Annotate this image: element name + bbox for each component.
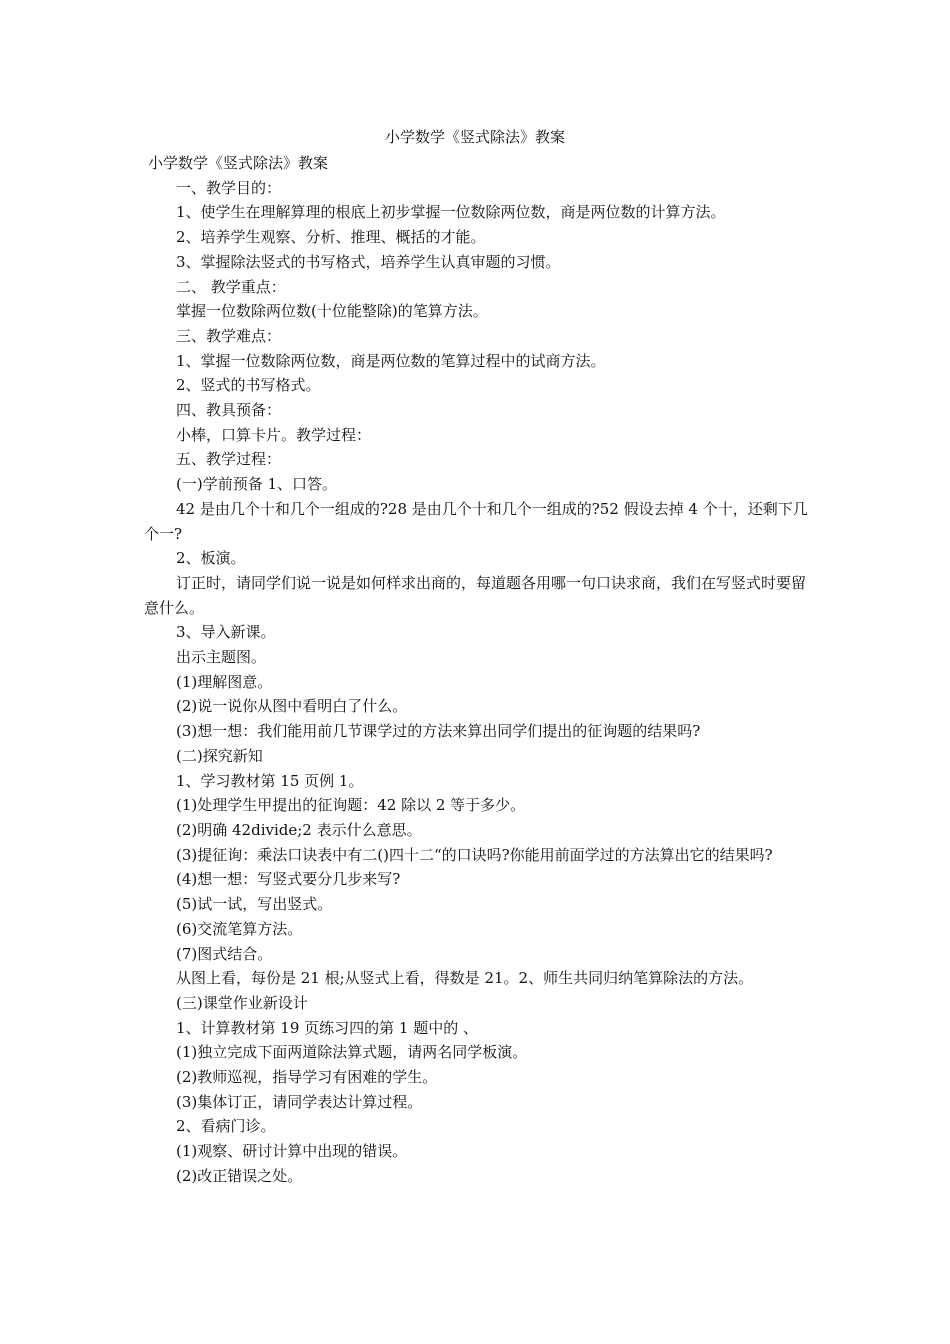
- paragraph: (3)集体订正，请同学表达计算过程。: [176, 1092, 423, 1111]
- paragraph: (一)学前预备 1、口答。: [176, 475, 338, 494]
- paragraph: (2)说一说你从图中看明白了什么。: [176, 697, 408, 716]
- paragraph: 1、学习教材第 15 页例 1。: [176, 771, 364, 790]
- paragraph: (6)交流笔算方法。: [176, 919, 303, 938]
- section-heading: 三、教学难点：: [176, 326, 282, 345]
- paragraph: (3)提征询：乘法口诀表中有二()四十二“的口诀吗?你能用前面学过的方法算出它的结果吗?: [176, 845, 773, 864]
- paragraph: 2、竖式的书写格式。: [176, 376, 321, 395]
- paragraph: (1)理解图意。: [176, 672, 273, 691]
- paragraph: (5)试一试，写出竖式。: [176, 895, 333, 914]
- paragraph: (1)观察、研讨计算中出现的错误。: [176, 1142, 408, 1161]
- paragraph: 1、计算教材第 19 页练习四的第 1 题中的 、: [176, 1018, 479, 1037]
- paragraph: 2、看病门诊。: [176, 1117, 276, 1136]
- paragraph: (7)图式结合。: [176, 944, 273, 963]
- paragraph: 3、掌握除法竖式的书写格式，培养学生认真审题的习惯。: [176, 252, 561, 271]
- paragraph: (1)处理学生甲提出的征询题：42 除以 2 等于多少。: [176, 796, 526, 815]
- document-body: [144, 151, 808, 1189]
- paragraph: (3)想一想：我们能用前几节课学过的方法来算出同学们提出的征询题的结果吗?: [176, 722, 701, 741]
- paragraph: (4)想一想：写竖式要分几步来写?: [176, 870, 401, 889]
- section-heading: 四、教具预备：: [176, 401, 282, 420]
- section-heading: 一、教学目的：: [176, 178, 282, 197]
- section-heading: (二)探究新知: [176, 746, 263, 765]
- paragraph: 1、使学生在理解算理的根底上初步掌握一位数除两位数，商是两位数的计算方法。: [176, 203, 726, 222]
- section-heading: 五、教学过程：: [176, 450, 282, 469]
- paragraph: 订正时，请同学们说一说是如何样求出商的，每道题各用哪一句口诀求商，我们在写竖式时要留意什么。: [144, 573, 807, 617]
- paragraph: 2、培养学生观察、分析、推理、概括的才能。: [176, 228, 486, 247]
- paragraph: 从图上看，每份是 21 根;从竖式上看，得数是 21。2、师生共同归纳笔算除法的方法。: [176, 969, 754, 988]
- paragraph: (1)独立完成下面两道除法算式题，请两名同学板演。: [176, 1043, 528, 1062]
- paragraph: 42 是由几个十和几个一组成的?28 是由几个十和几个一组成的?52 假设去掉 4 个十，还剩下几个一?: [144, 499, 808, 543]
- document-title: 小学数学《竖式除法》教案: [384, 128, 565, 146]
- paragraph: (2)教师巡视，指导学习有困难的学生。: [176, 1068, 438, 1087]
- section-heading: (三)课堂作业新设计: [176, 993, 308, 1012]
- paragraph: (2)改正错误之处。: [176, 1166, 303, 1185]
- paragraph: 出示主题图。: [176, 648, 267, 667]
- paragraph: 小学数学《竖式除法》教案: [148, 154, 329, 172]
- paragraph: 掌握一位数除两位数(十位能整除)的笔算方法。: [176, 302, 488, 321]
- paragraph: 小棒，口算卡片。教学过程：: [176, 425, 372, 444]
- section-heading: 二、 教学重点：: [176, 277, 286, 296]
- paragraph: (2)明确 42divide;2 表示什么意思。: [176, 820, 422, 839]
- paragraph: 2、板演。: [176, 549, 246, 568]
- paragraph: 1、掌握一位数除两位数，商是两位数的笔算过程中的试商方法。: [176, 351, 606, 370]
- paragraph: 3、导入新课。: [176, 623, 276, 642]
